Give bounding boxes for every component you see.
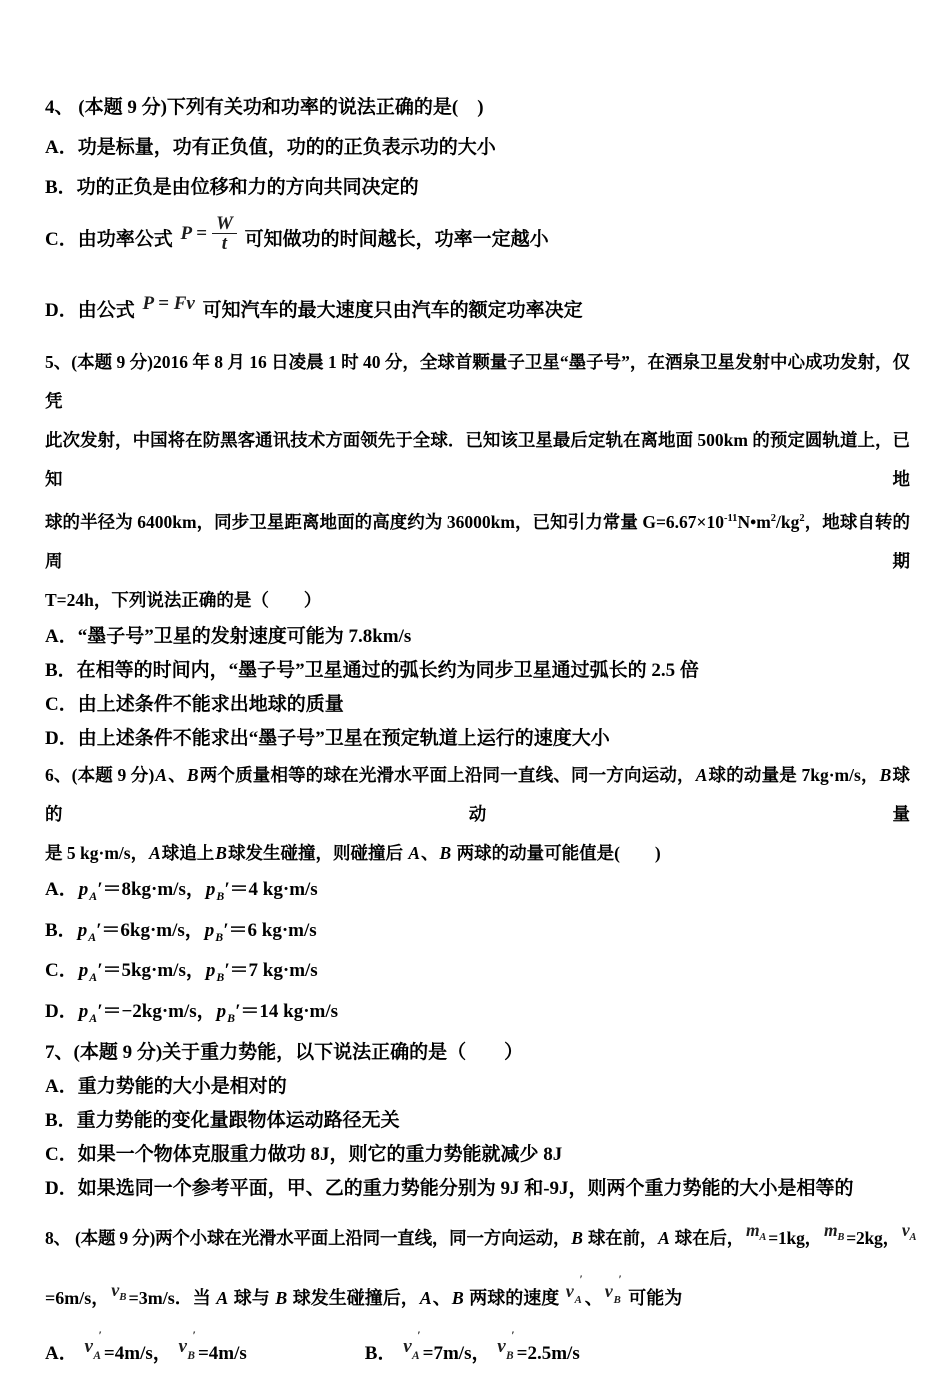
text-run: ＝7 kg·m/s (229, 960, 318, 982)
text-run: 5、(本题 9 分)2016 年 8 月 16 日凌晨 1 时 40 分，全球首颗量子卫星“墨子号”，在酒泉卫星发射中心成功发射，仅凭 (45, 352, 910, 411)
q6-option-d (45, 995, 910, 1036)
math-base: p (77, 919, 88, 941)
q6-stem-line1 (45, 756, 910, 834)
text-run: /kg (776, 511, 800, 532)
math-subscript: A (759, 1232, 767, 1244)
text-run: 球在前， (583, 1228, 658, 1249)
q4-stem (45, 88, 910, 128)
math-base: p (78, 960, 89, 982)
q5-option-a (45, 620, 910, 654)
math-raised-var: $v_B$ (111, 1280, 127, 1304)
prime-mark: ′ (235, 1001, 241, 1023)
fraction-numerator: W (212, 214, 237, 235)
text-run: ＝14 kg·m/s (240, 1001, 339, 1023)
text-run: ＝6 kg·m/s (228, 919, 317, 941)
math-raised-var-prime: v ′ B (178, 1329, 196, 1362)
prime-mark: ′ (224, 960, 230, 982)
text-run: =1kg， (768, 1228, 822, 1249)
q8-stem-line2 (45, 1270, 910, 1326)
prime-mark: ′ (224, 878, 230, 900)
text-run: 是 5 kg·m/s， (45, 842, 149, 863)
fraction-lhs: P = (180, 223, 207, 244)
math-momentum-var (77, 919, 102, 944)
text-run: =4m/s， (103, 1343, 177, 1365)
text-run: 可知汽车的最大速度只由汽车的额定功率决定 (197, 300, 583, 321)
text-run: 球在后， (670, 1228, 744, 1249)
text-run: 两个质量相等的球在光滑水平面上沿同一直线、同一方向运动， (199, 764, 695, 785)
text-run: ，地球自转的周期 (45, 511, 910, 571)
prime-mark: ′ (417, 1329, 421, 1343)
text-run: 球与 (229, 1288, 275, 1309)
math-raised-var-prime: v ′ A (565, 1274, 583, 1307)
q8-stem-line1 (45, 1206, 917, 1270)
text-run: =4m/s (197, 1343, 247, 1365)
math-base: p (216, 1001, 227, 1023)
italic-var: B (215, 842, 227, 863)
fraction-denominator: t (221, 233, 228, 255)
italic-var: A (216, 1288, 229, 1309)
q6-option-c (45, 954, 910, 995)
math-momentum-var (205, 960, 230, 985)
q5-option-c (45, 688, 910, 722)
text-run: A． (45, 1343, 83, 1365)
math-momentum-var (216, 1001, 241, 1026)
math-subscript: B (506, 1349, 514, 1362)
text-run: A．重力势能的大小是相对的 (45, 1076, 287, 1098)
math-raised-var-prime: v ′ A (84, 1329, 102, 1362)
math-subscript: B (119, 1291, 127, 1304)
q4-option-c (45, 208, 910, 272)
q6-option-b (45, 914, 910, 955)
italic-var: B (186, 764, 199, 785)
superscript: 2 (799, 513, 805, 524)
math-momentum-var (78, 878, 103, 903)
text-run: B． (45, 919, 77, 941)
text-run: =7m/s， (422, 1343, 496, 1365)
text-run: D． (45, 1001, 78, 1023)
math-subscript: B (613, 1294, 621, 1307)
math-subscript: B (837, 1232, 845, 1244)
superscript: -11 (724, 513, 738, 524)
text-run: B．在相等的时间内，“墨子号”卫星通过的弧长约为同步卫星通过弧长的 2.5 倍 (45, 659, 699, 681)
prime-mark: ′ (579, 1274, 583, 1287)
text-run: =6m/s， (45, 1288, 110, 1309)
text-run: 球的动量 (45, 764, 911, 824)
prime-mark: ′ (618, 1274, 622, 1287)
text-run: C． (45, 960, 78, 982)
prime-mark: ′ (96, 919, 102, 941)
math-subscript: B (216, 971, 225, 985)
text-run: B．重力势能的变化量跟物体运动路径无关 (45, 1110, 400, 1132)
text-run: =2kg， (846, 1228, 900, 1249)
math-subscript: B (227, 1012, 236, 1026)
q5-stem-line3 (45, 499, 910, 581)
math-base: p (78, 878, 89, 900)
q5-option-b (45, 654, 910, 688)
prime-mark: ′ (97, 878, 103, 900)
italic-var: A (408, 842, 421, 863)
text-run: 8、 (本题 9 分)两个小球在光滑水平面上沿同一直线，同一方向运动， (45, 1228, 571, 1249)
italic-var: B (879, 764, 892, 785)
text-run: A． (45, 878, 78, 900)
text-run: ＝4 kg·m/s (229, 878, 318, 900)
text-run: ＝8kg·m/s， (102, 878, 205, 900)
math-momentum-var (78, 960, 103, 985)
italic-var: B (439, 842, 452, 863)
q4-option-d (45, 272, 910, 343)
italic-var: B (451, 1288, 464, 1309)
q5-option-d (45, 722, 910, 756)
math-base: p (78, 1001, 89, 1023)
fraction-stack (212, 214, 237, 255)
text-run: 7、(本题 9 分)关于重力势能，以下说法正确的是（ ） (45, 1042, 524, 1064)
math-subscript: A (89, 971, 98, 985)
math-subscript: A (93, 1349, 101, 1362)
italic-var: A (155, 764, 168, 785)
prime-mark: ′ (97, 1001, 103, 1023)
text-run: D．由公式 (45, 300, 140, 321)
prime-mark: ′ (98, 1329, 102, 1343)
italic-var: A (419, 1288, 432, 1309)
text-run: ＝6kg·m/s， (101, 919, 204, 941)
math-raised-var: $v_A$ (901, 1220, 917, 1244)
q5-stem-line1 (45, 343, 910, 421)
italic-var: A (149, 842, 161, 863)
math-subscript: A (89, 889, 98, 903)
inline-math: P = Fv (142, 293, 195, 314)
text-run: 球的半径为 6400km，同步卫星距离地面的高度约为 36000km，已知引力常量 G=6.67×10 (45, 511, 725, 532)
superscript: 2 (770, 513, 777, 524)
math-base: p (205, 878, 216, 900)
text-run: A．“墨子号”卫星的发射速度可能为 7.8km/s (45, 625, 412, 647)
text-run: 、 (432, 1288, 451, 1309)
italic-var: B (275, 1288, 288, 1309)
q5-stem-line2 (45, 421, 910, 499)
math-base: p (204, 919, 215, 941)
italic-var: A (695, 764, 708, 785)
text-run: 两球的动量可能值是( ) (452, 842, 661, 863)
text-run: 球追上 (161, 842, 215, 863)
text-run: 球发生碰撞，则碰撞后 (227, 842, 408, 863)
prime-mark: ′ (511, 1329, 515, 1343)
math-subscript: A (574, 1294, 582, 1307)
text-run: ＝5kg·m/s， (102, 960, 205, 982)
text-run: 球发生碰撞后， (288, 1288, 419, 1309)
q7-option-c (45, 1138, 910, 1172)
text-run: 4、 (本题 9 分)下列有关功和功率的说法正确的是( ) (45, 97, 484, 118)
prime-mark: ′ (97, 960, 103, 982)
math-momentum-var (78, 1001, 103, 1026)
q7-option-b (45, 1104, 910, 1138)
text-run: =3m/s．当 (128, 1288, 216, 1309)
text-run: C．如果一个物体克服重力做功 8J，则它的重力势能就减少 8J (45, 1144, 563, 1166)
math-base: p (205, 960, 216, 982)
q7-option-d (45, 1172, 910, 1206)
prime-mark: ′ (223, 919, 229, 941)
text-run: B．功的正负是由位移和力的方向共同决定的 (45, 177, 419, 198)
math-momentum-var (205, 878, 230, 903)
text-run: D．如果选同一个参考平面，甲、乙的重力势能分别为 9J 和-9J，则两个重力势能的大小是相等的 (45, 1178, 854, 1200)
math-subscript: A (89, 1012, 98, 1026)
text-run: 6、(本题 9 分) (45, 764, 155, 785)
q6-stem-line2 (45, 834, 910, 873)
text-run: D．由上述条件不能求出“墨子号”卫星在预定轨道上运行的速度大小 (45, 727, 610, 749)
text-run: T=24h，下列说法正确的是（ ） (45, 589, 322, 610)
text-run: 两球的速度 (464, 1288, 564, 1309)
text-run: 球的动量是 7kg·m/s， (708, 764, 879, 785)
text-run: B． (364, 1343, 402, 1365)
math-fraction (180, 214, 236, 255)
text-run: 可能为 (623, 1288, 683, 1309)
q7-stem (45, 1036, 910, 1070)
text-run: =2.5m/s (516, 1343, 580, 1365)
math-raised-var: $m_A$ (746, 1220, 767, 1244)
q5-stem-line4 (45, 581, 910, 620)
math-momentum-var (204, 919, 229, 944)
math-subscript: B (187, 1349, 195, 1362)
math-subscript: A (412, 1349, 420, 1362)
text-run: ＝−2kg·m/s， (102, 1001, 216, 1023)
math-raised-var-prime: v ′ B (604, 1274, 622, 1307)
text-run: C．由上述条件不能求出地球的质量 (45, 693, 344, 715)
text-run: 、 (421, 842, 439, 863)
q6-option-a (45, 873, 910, 914)
math-raised-var: $m_B$ (823, 1220, 845, 1244)
text-run: 、 (584, 1288, 603, 1309)
math-subscript: A (909, 1232, 917, 1244)
math-subscript: B (215, 930, 224, 944)
q4-option-b (45, 168, 910, 208)
math-raised-var-prime: v ′ A (403, 1329, 421, 1362)
hspace (247, 1358, 365, 1359)
prime-mark: ′ (192, 1329, 196, 1343)
italic-var: B (571, 1228, 583, 1249)
text-run: N•m (737, 511, 771, 532)
math-subscript: A (88, 930, 97, 944)
text-run: 可知做功的时间越长，功率一定越小 (239, 229, 549, 250)
q8-options-row (45, 1326, 910, 1382)
math-raised-var-prime: v ′ B (497, 1329, 515, 1362)
text-run: A．功是标量，功有正负值，功的的正负表示功的大小 (45, 137, 496, 158)
q7-option-a (45, 1070, 910, 1104)
text-run: C．由功率公式 (45, 229, 178, 250)
italic-var: A (658, 1228, 670, 1249)
q4-option-a (45, 128, 910, 168)
text-run: 、 (168, 764, 186, 785)
text-run: 此次发射，中国将在防黑客通讯技术方面领先于全球．已知该卫星最后定轨在离地面 500km 的预定圆轨道上，已知地 (45, 430, 910, 489)
math-subscript: B (216, 889, 225, 903)
